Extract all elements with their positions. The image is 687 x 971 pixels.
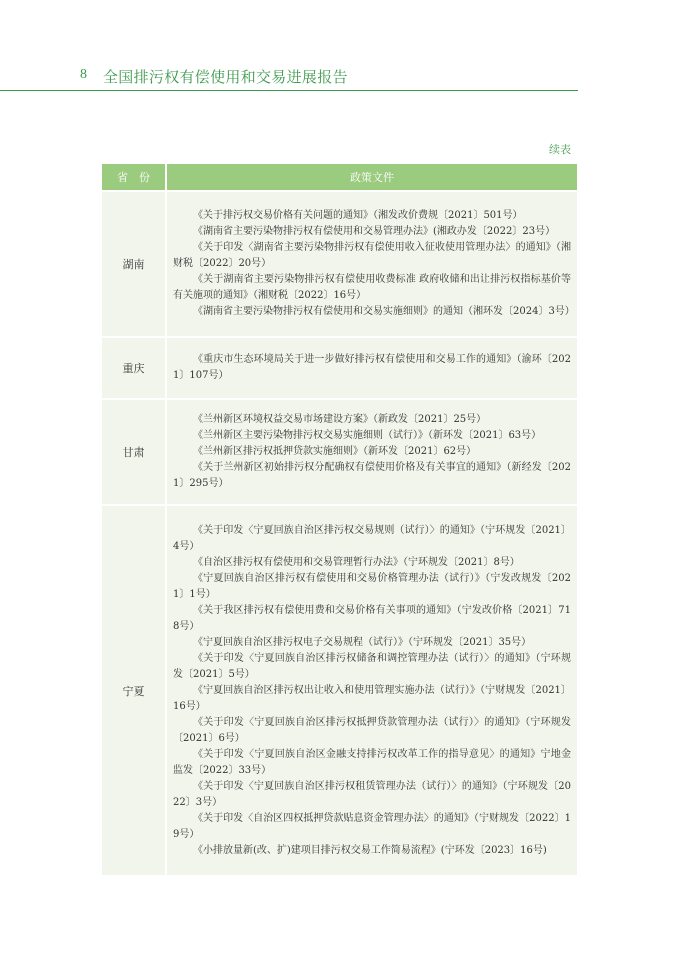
policy-document: 《关于印发〈宁夏回族自治区排污权储备和调控管理办法（试行）〉的通知》（宁环规发〔2021〕5号） [173, 652, 571, 680]
documents-cell [166, 505, 577, 875]
documents-cell [166, 191, 577, 337]
documents-cell [166, 399, 577, 505]
policy-document: 《兰州新区环境权益交易市场建设方案》（新政发〔2021〕25号） [193, 414, 487, 425]
policy-document: 《小排放量新(改、扩)建项目排污权交易工作简易流程》(宁环发〔2023〕16号) [193, 844, 547, 856]
header-divider [0, 90, 578, 91]
policy-document: 《关于兰州新区初始排污权分配确权有偿使用价格及有关事宜的通知》（新经发〔2021〕295号） [173, 462, 571, 489]
page-header [0, 63, 578, 91]
column-header-documents: 政策文件 [166, 164, 577, 191]
policy-document: 《湖南省主要污染物排污权有偿使用和交易实施细则》的通知（湘环发〔2024〕3号） [193, 306, 575, 317]
policy-document: 《宁夏回族自治区排污权电子交易规程（试行）》（宁环规发〔2021〕35号） [193, 636, 532, 648]
report-title: 全国排污权有偿使用和交易进展报告 [103, 68, 348, 86]
policy-document: 《关于印发〈宁夏回族自治区金融支持排污权改革工作的指导意见〉的通知》宁地金监发〔2022〕33号） [173, 748, 571, 776]
policy-document: 《宁夏回族自治区排污权有偿使用和交易价格管理办法（试行）》（宁发改规发〔2021〕1号） [173, 572, 571, 600]
policy-document: 《关于印发〈宁夏回族自治区排污权交易规则（试行）〉的通知》（宁环规发〔2021〕4号） [173, 524, 571, 552]
policy-document: 《关于印发〈自治区四权抵押贷款贴息资金管理办法〉的通知》（宁财规发〔2022〕19号） [173, 812, 571, 840]
province-cell: 宁夏 [102, 505, 166, 875]
policy-document: 《关于印发〈宁夏回族自治区排污权租赁管理办法（试行）〉的通知》（宁环规发〔2022〕3号） [173, 780, 571, 808]
table-header-row [102, 164, 577, 191]
page-number: 8 [80, 67, 87, 82]
table-row [102, 191, 577, 337]
province-cell: 甘肃 [102, 399, 166, 505]
table-row [102, 337, 577, 399]
policy-document: 《关于湖南省主要污染物排污权有偿使用收费标准 政府收储和出让排污权指标基价等有关施项的通知》（湘财税〔2022〕16号） [173, 274, 571, 301]
table-row [102, 399, 577, 505]
continued-label: 续表 [549, 143, 571, 156]
policy-document: 《重庆市生态环境局关于进一步做好排污权有偿使用和交易工作的通知》（渝环〔2021〕107号） [173, 354, 571, 381]
province-cell: 重庆 [102, 337, 166, 399]
policy-document: 《关于排污权交易价格有关问题的通知》（湘发改价费规〔2021〕501号） [193, 210, 523, 221]
policy-document: 《湖南省主要污染物排污权有偿使用和交易管理办法》(湘政办发〔2022〕23号） [193, 226, 556, 237]
policy-document: 《自治区排污权有偿使用和交易管理暂行办法》（宁环规发〔2021〕8号） [193, 556, 520, 568]
table-row [102, 505, 577, 875]
documents-cell [166, 337, 577, 399]
policy-table [102, 164, 577, 875]
policy-document: 《兰州新区主要污染物排污权交易实施细则（试行）》（新环发〔2021〕63号） [193, 430, 542, 441]
policy-document: 《宁夏回族自治区排污权出让收入和使用管理实施办法（试行）》（宁财规发〔2021〕16号） [173, 684, 571, 712]
column-header-province: 省 份 [102, 164, 166, 191]
province-cell: 湖南 [102, 191, 166, 337]
policy-document: 《关于印发〈湖南省主要污染物排污权有偿使用收入征收使用管理办法〉的通知》（湘财税〔2022〕20号） [173, 242, 571, 269]
policy-document: 《关于我区排污权有偿使用费和交易价格有关事项的通知》（宁发改价格〔2021〕718号） [173, 604, 571, 632]
policy-document: 《关于印发〈宁夏回族自治区排污权抵押贷款管理办法（试行）〉的通知》（宁环规发〔2021〕6号） [173, 716, 571, 744]
policy-document: 《兰州新区排污权抵押贷款实施细则》（新环发〔2021〕62号） [193, 446, 477, 457]
